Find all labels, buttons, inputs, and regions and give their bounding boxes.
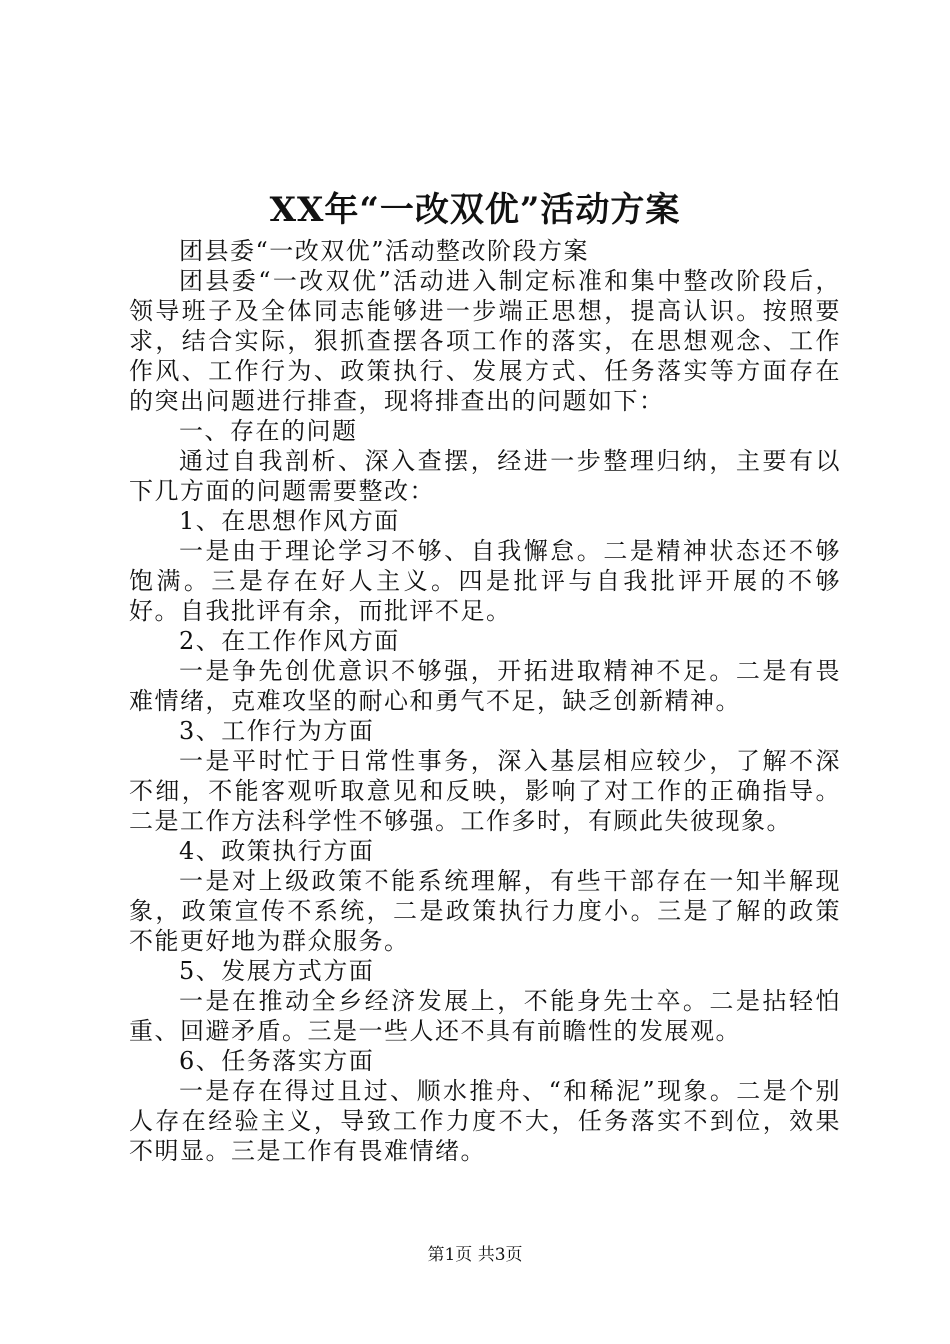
page-number-footer: 第1页 共3页 <box>427 1245 523 1265</box>
subsection-heading: 2、在工作作风方面 <box>179 627 400 655</box>
body-paragraph: 一是平时忙于日常性事务，深入基层相应较少，了解不深不细，不能客观听取意见和反映，影响了对工作的正确指导。二是工作方法科学性不够强。工作多时，有顾此失彼现象。 <box>129 747 841 835</box>
subsection-heading: 3、工作行为方面 <box>179 717 375 745</box>
document-title: XX年“一改双优”活动方案 <box>269 190 681 230</box>
intro-paragraph: 团县委“一改双优”活动进入制定标准和集中整改阶段后，领导班子及全体同志能够进一步端正思想，提高认识。按照要求，结合实际，狠抓查摆各项工作的落实，在思想观念、工作作风、工作行为、政策执行、发展方式、任务落实等方面存在的突出问题进行排查，现将排查出的问题如下： <box>129 267 841 415</box>
body-paragraph: 通过自我剖析、深入查摆，经进一步整理归纳，主要有以下几方面的问题需要整改： <box>129 447 841 505</box>
body-paragraph: 一是对上级政策不能系统理解，有些干部存在一知半解现象，政策宣传不系统，二是政策执行力度小。三是了解的政策不能更好地为群众服务。 <box>129 867 841 955</box>
section-heading: 一、存在的问题 <box>179 417 358 445</box>
document-body <box>129 236 841 1166</box>
subsection-heading: 5、发展方式方面 <box>179 957 375 985</box>
subsection-heading: 6、任务落实方面 <box>179 1047 375 1075</box>
subsection-heading: 1、在思想作风方面 <box>179 507 400 535</box>
subtitle-paragraph: 团县委“一改双优”活动整改阶段方案 <box>179 237 590 265</box>
body-paragraph: 一是由于理论学习不够、自我懈怠。二是精神状态还不够饱满。三是存在好人主义。四是批评与自我批评开展的不够好。自我批评有余，而批评不足。 <box>129 537 841 625</box>
subsection-heading: 4、政策执行方面 <box>179 837 375 865</box>
body-paragraph: 一是存在得过且过、顺水推舟、“和稀泥”现象。二是个别人存在经验主义，导致工作力度不大，任务落实不到位，效果不明显。三是工作有畏难情绪。 <box>129 1077 841 1165</box>
body-paragraph: 一是争先创优意识不够强，开拓进取精神不足。二是有畏难情绪，克难攻坚的耐心和勇气不足，缺乏创新精神。 <box>129 657 841 715</box>
body-paragraph: 一是在推动全乡经济发展上，不能身先士卒。二是拈轻怕重、回避矛盾。三是一些人还不具有前瞻性的发展观。 <box>129 987 841 1045</box>
